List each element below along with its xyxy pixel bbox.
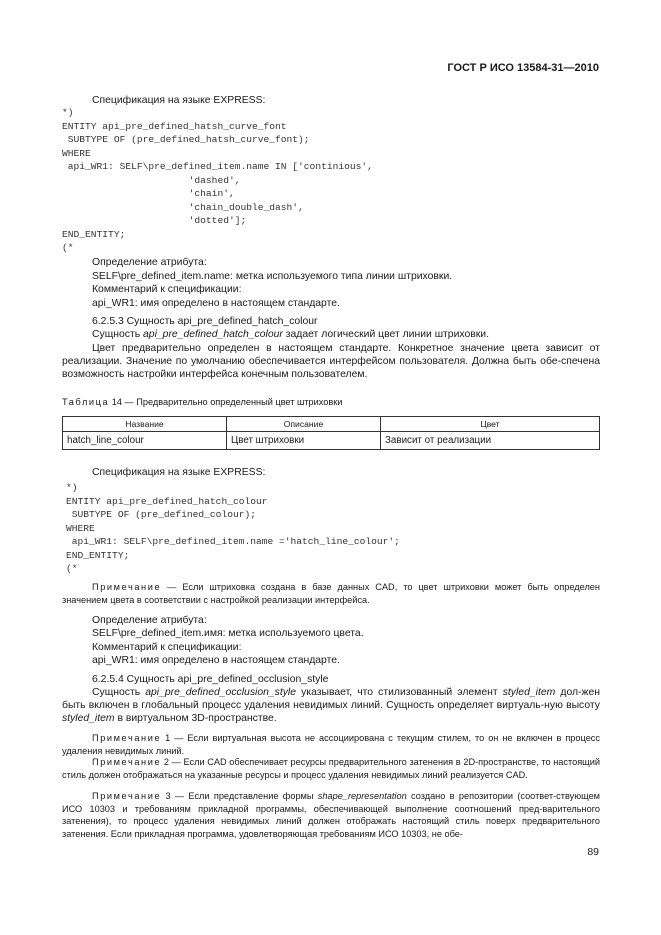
section-title: 6.2.5.4 Сущность api_pre_defined_occlusion_style xyxy=(92,674,329,685)
code-line: 'dotted']; xyxy=(62,215,247,226)
attribute-definition-heading: Определение атрибута: xyxy=(92,615,207,626)
table-caption: Таблица 14 — Предварительно определенный цвет штриховки xyxy=(62,397,343,407)
section-paragraph: Цвет предварительно определен в настоящем стандарте. Конкретное значение цвета зависит от реализации. Значение по умолчанию обеспечивается интерфейсом пользователя. Должна быть обе-спечена возможность настройки интерфейса конечным пользователем. xyxy=(62,343,600,380)
express-code-block xyxy=(66,481,400,576)
code-line: ENTITY api_pre_defined_hatsh_curve_font xyxy=(62,120,287,132)
spec-comment-text: api_WR1: имя определено в настоящем стандарте. xyxy=(92,655,340,666)
code-line: *) xyxy=(62,107,74,118)
code-line: SUBTYPE OF (pre_defined_colour); xyxy=(66,509,256,520)
code-line: api_WR1: SELF\pre_defined_item.name IN ['continious', xyxy=(62,161,373,172)
spec-comment-heading: Комментарий к спецификации: xyxy=(92,642,242,653)
attribute-definition-text: SELF\pre_defined_item.имя: метка используемого цвета. xyxy=(92,628,364,639)
code-line: WHERE xyxy=(62,147,91,159)
spec-comment-text: api_WR1: имя определено в настоящем стандарте. xyxy=(92,298,340,309)
code-line: 'dashed', xyxy=(62,174,241,186)
express-spec-heading: Спецификация на языке EXPRESS: xyxy=(92,467,266,478)
code-line: END_ENTITY; xyxy=(62,228,126,240)
code-line: SUBTYPE OF (pre_defined_hatsh_curve_font); xyxy=(62,134,310,145)
attribute-definition-heading: Определение атрибута: xyxy=(92,257,207,268)
express-code-block xyxy=(62,106,373,255)
code-line: 'chain', xyxy=(62,188,235,199)
section-title: 6.2.5.3 Сущность api_pre_defined_hatch_colour xyxy=(92,316,318,327)
code-line: api_WR1: SELF\pre_defined_item.name ='hatch_line_colour'; xyxy=(66,536,400,547)
code-line: (* xyxy=(62,242,74,253)
code-line: *) xyxy=(66,482,78,493)
table-cell: Цвет штриховки xyxy=(227,432,381,450)
note: Примечание — Если штриховка создана в базе данных CAD, то цвет штриховки может быть определен значением цвета в соответствии с настройкой реализации интерфейса. xyxy=(62,582,600,605)
colour-table xyxy=(62,416,600,450)
code-line: ENTITY api_pre_defined_hatch_colour xyxy=(66,495,268,507)
table-cell: hatch_line_colour xyxy=(63,432,227,450)
page-number: 89 xyxy=(587,846,599,858)
table-row xyxy=(63,432,600,450)
note: Примечание 2 — Если CAD обеспечивает ресурсы предварительного затенения в 2D-пространстве, то настоящий стиль должен отображаться на указанные ресурсы и процесс удаления невидимых линий реализуется CAD. xyxy=(62,757,600,780)
note: Примечание 3 — Если представление формы shape_representation создано в репозитории (соответ-ствующем ИСО 10303 и требованиям прикладной программы, обеспечивающей выполнение соотношений пред-варительного затенения), то процесс удаления невидимых линий должен отображать настоящий стиль поверх предварительного затенения. Если прикладная программа, удовлетворяющая требованиям ИСО 10303, не обе- xyxy=(62,791,600,839)
section-paragraph: Сущность api_pre_defined_hatch_colour задает логический цвет линии штриховки. xyxy=(92,329,490,340)
code-line: END_ENTITY; xyxy=(66,549,130,561)
table-header-cell: Описание xyxy=(227,417,381,432)
express-spec-heading: Спецификация на языке EXPRESS: xyxy=(92,95,266,106)
code-line: 'chain_double_dash', xyxy=(62,201,304,213)
section-paragraph: Сущность api_pre_defined_occlusion_style указывает, что стилизованный элемент styled_item дол-жен быть включен в глобальный процесс удаления невидимых линий. Сущность определяет виртуаль-ную высоту styled_item в виртуальном 3D-пространстве. xyxy=(62,687,600,724)
table-header-row xyxy=(63,417,600,432)
table-header-cell: Название xyxy=(63,417,227,432)
code-line: (* xyxy=(66,563,78,574)
note: Примечание 1 — Если виртуальная высота не ассоциирована с текущим стилем, то он не включен в процесс удаления невидимых линий. xyxy=(62,733,600,756)
code-line: WHERE xyxy=(66,522,95,534)
table-header-cell: Цвет xyxy=(381,417,600,432)
table-cell: Зависит от реализации xyxy=(381,432,600,450)
document-header: ГОСТ Р ИСО 13584-31—2010 xyxy=(447,62,599,74)
attribute-definition-text: SELF\pre_defined_item.name: метка используемого типа линии штриховки. xyxy=(92,271,453,282)
spec-comment-heading: Комментарий к спецификации: xyxy=(92,284,242,295)
